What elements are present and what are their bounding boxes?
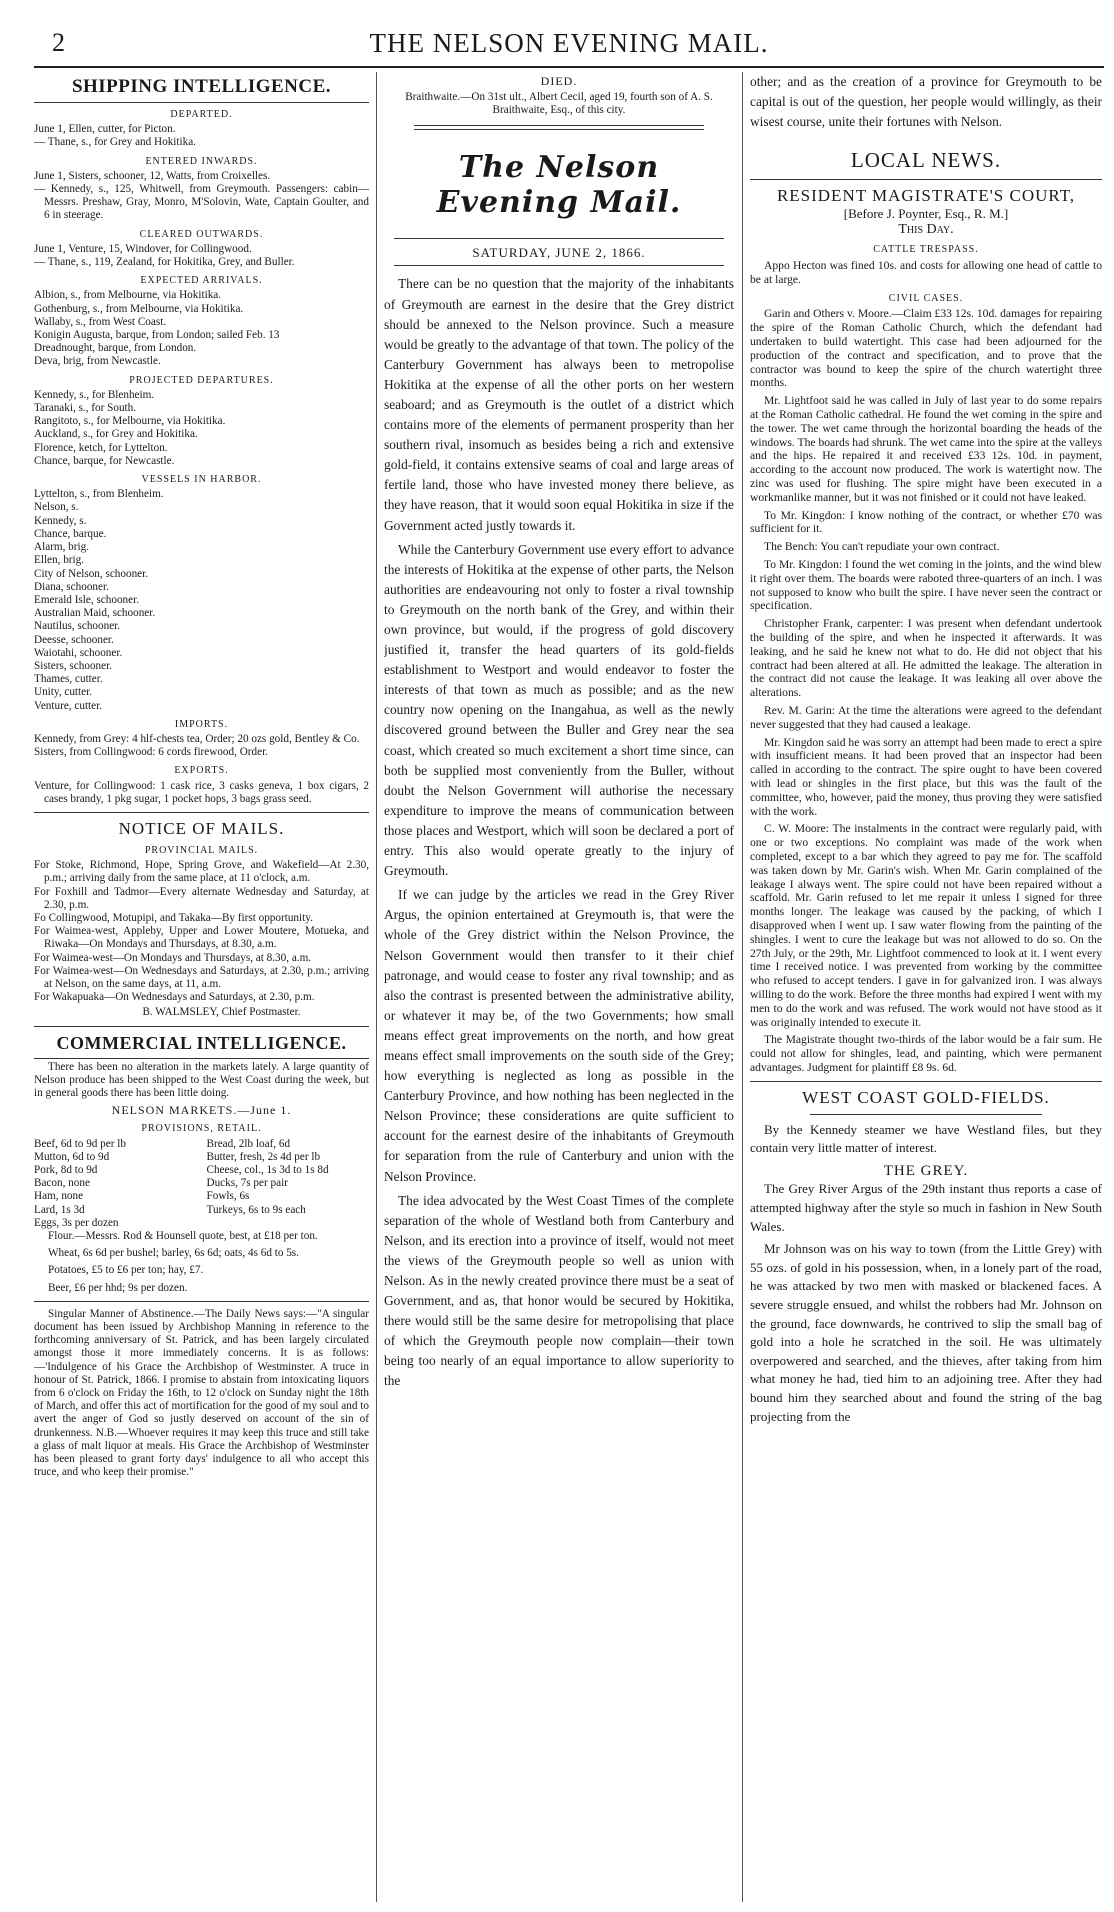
court-day: This Day. [898,222,954,238]
shipping-line: Diana, schooner. [34,580,109,593]
editorial-paragraph: The idea advocated by the West Coast Times of the complete separation of the whole of Westland both from Canterbury and Nelson, and its erection into a province of itself, would not meet the views of the Greymouth people so well as union with Nelson. As in the newly created province there must be a seat of Government, and as, that honor would be secured by Hokitika, there would still be the same desire for metropolising that place of which the Greymouth people now complain—their town being too nearly of an equal importance to allow superiority to the [384,1192,734,1389]
court-before: [Before J. Poynter, Esq., R. M.] [843,206,1009,222]
goldfields-heading: WEST COAST GOLD-FIELDS. [802,1087,1050,1107]
masthead [34,22,1104,68]
court-paragraph: The Magistrate thought two-thirds of the labor would be a fair sum. He could not allow for shingles, lead, and painting, which were permanent advantages. Judgment for plaintiff £8 9s. 6d. [750,1033,1102,1074]
shipping-heading: SHIPPING INTELLIGENCE. [34,76,369,103]
court-paragraph: Garin and Others v. Moore.—Claim £33 12s. 10d. damages for repairing the spire of the Roman Catholic Church, which the defendant had undertaken to build watertight. This case had been adjourned for the production of the contract and specification, and to prove that the contractor was bound to keep the spire of the church watertight three months. [750,307,1102,390]
provisions-right [207,1138,370,1230]
shipping-line: — Kennedy, s., 125, Whitwell, from Greymouth. Passengers: cabin—Messrs. Preshaw, Gray, Monro, M'Solovin, Wate, Captain Goulter, and 6 in steerage. [34,183,369,222]
price-item: Ham, none [34,1190,84,1203]
mail-item: For Stoke, Richmond, Hope, Spring Grove, and Wakefield—At 2.30, p.m.; arriving daily from the same place, at 11 o'clock, a.m. [34,859,369,885]
section-rule [750,1081,1102,1082]
shipping-line: Chance, barque. [34,527,107,540]
court-paragraph: C. W. Moore: The instalments in the contract were regularly paid, with one or two exceptions. No complaint was made of the work when completed, except to a bar which they agreed to pay me for. The scaffold was taken down by Mr. Garin's wish. When Mr. Garin complained of the leakage I always went. The spire could not have been repaired without a scaffold. Mr. Garin refused to let me repair it unless I signed for three months longer. The leakage was caused by the packing, of which I disapproved when I went up. I saw water flowing from the painting of the shingles. I went to cure the leakage but was not allowed to do so. On the 27th July, or the 29th, Mr. Lightfoot commenced to look at it. I went every time I received notice. I was prevented from working by the committee who refused to accept tenders. I gave in for galvanized iron. I was always willing to do the work. Before the three months had expired I went with my men to do the work and was refused. The work would not have stood as it was originally intended to execute it. [750,822,1102,1029]
shipping-line: Sisters, schooner. [34,659,112,672]
court-heading: RESIDENT MAGISTRATE'S COURT, [776,186,1076,206]
shipping-line: Deesse, schooner. [34,633,114,646]
shipping-line: Nautilus, schooner. [34,620,121,633]
editorial-paragraph: There can be no question that the majority of the inhabitants of Greymouth are earnest in the desire that the Grey district should be annexed to the Nelson province. Such a measure would be greatly to the advantage of that town. The policy of the Canterbury Government has always been to metropolise Hokitika at the expense of all the other ports on her western seaboard; and as Greymouth is the outlet of a district which contains more of the elements of permanent prosperity than her southern rival, insomuch as besides being a rich and extensive gold-field, it contains extensive seams of coal and large areas of fertile land, those who have invested money there believe, as they have reason, that it would soon equal Hokitika in size if the Government acted justly towards it. [384,276,734,533]
commercial-heading: COMMERCIAL INTELLIGENCE. [34,1033,369,1059]
section-rule [34,1301,369,1302]
provisions-left [34,1138,197,1230]
trespass-heading: CATTLE TRESPASS. [873,244,979,256]
price-item: Mutton, 6d to 9d [34,1150,110,1163]
market-note: Beer, £6 per hhd; 9s per dozen. [48,1281,188,1294]
price-item: Pork, 8d to 9d [34,1164,98,1177]
page-number: 2 [52,28,65,57]
shipping-line: City of Nelson, schooner. [34,567,149,580]
local-news-heading: LOCAL NEWS. [750,140,1102,180]
mail-item: For Waimea-west, Appleby, Upper and Lower Moutere, Motueka, and Riwaka—On Mondays and Thursdays, at 8.30, a.m. [34,925,369,951]
price-item: Bacon, none [34,1177,90,1190]
price-item: Ducks, 7s per pair [206,1177,288,1190]
column-left [34,72,369,1902]
mail-item: Fo Collingwood, Motupipi, and Takaka—By first opportunity. [34,911,313,924]
departed-heading: DEPARTED. [170,109,233,120]
shipping-line: Albion, s., from Melbourne, via Hokitika. [34,289,222,302]
shipping-section [34,108,369,806]
mail-item: For Waimea-west—On Wednesdays and Saturdays, at 2.30, p.m.; arriving at Nelson, on the same days, at 11, a.m. [34,964,369,990]
editorial-paragraph: If we can judge by the articles we read in the Grey River Argus, the opinion entertained at Greymouth is, that were the whole of the Grey district within the Nelson Province, the Nelson Government would then transfer to it their chief patronage, and would cease to foster any rival township; and as also the contrast is presented between the administrative ability, or whatever it may be, of the two Governments; how small means effect great improvements on the north, and how great means effect small improvements on the south side of the Grey; how everything is neglected as long as possible in the Canterbury Province, and how nothing has been neglected in the Nelson Province; these considerations are quite sufficient to account for the earnest desire of the inhabitants of Greymouth for separation from the rule of Canterbury and union with the Nelson Province. [384,887,734,1184]
price-item: Beef, 6d to 9d per lb [34,1137,126,1150]
price-item: Fowls, 6s [206,1190,250,1203]
shipping-line: Gothenburg, s., from Melbourne, via Hokitika. [34,302,244,315]
civil-heading: CIVIL CASES. [888,292,964,304]
editorial [384,274,734,1391]
shipping-line: Dreadnought, barque, from London. [34,342,197,355]
mail-item: For Wakapuaka—On Wednesdays and Saturdays, at 2.30, p.m. [34,991,315,1004]
abstinence-article: Singular Manner of Abstinence.—The Daily News says:—"A singular document has been issued by Archbishop Manning in reference to the forthcoming anniversary of St. Patrick, and has been largely circulated amongst those it more immediately concerns. It is as follows:—'Indulgence of his Grace the Archbishop of Westminster. A truce in honour of St. Patrick, 1866. I promise to abstain from intoxicating liquors from 6 o'clock on Friday the 16th, to 12 o'clock on Sunday night the 18th of March, and offer this act of mortification for the good of my soul and to avert the anger of God so justly deserved on account of the sin of drunkenness. N.B.—Whoever requires it may keep this truce and still take a glass of malt liquor at meals. His Grace the Archbishop of Westminster has been pleased to grant forty days' indulgence to all who accept this truce, and who keep their promise." [34,1307,369,1479]
court-paragraph: Appo Hecton was fined 10s. and costs for allowing one head of cattle to be at large. [750,259,1102,286]
shipping-line: Ellen, brig. [34,554,85,567]
shipping-line: Wallaby, s., from West Coast. [34,315,167,328]
section-rule [34,812,369,813]
shipping-line: Venture, for Collingwood: 1 cask rice, 3 casks geneva, 1 box cigars, 2 cases brandy, 1 pkg sugar, 1 pocket hops, 3 bags grass seed. [34,779,369,805]
died-heading: DIED. [540,74,578,88]
shipping-line: Thames, cutter. [34,673,103,686]
column-rule [376,72,377,1902]
goldfields-paragraph: By the Kennedy steamer we have Westland files, but they contain very little matter of interest. [750,1121,1102,1156]
shipping-line: Emerald Isle, schooner. [34,593,140,606]
commercial-section [34,1061,369,1295]
price-item: Eggs, 3s per dozen [34,1216,119,1229]
court-report [750,243,1102,1074]
double-rule [414,125,704,130]
shipping-line: June 1, Venture, 15, Windover, for Collingwood. [34,242,252,255]
postmaster-signature: B. WALMSLEY, Chief Postmaster. [142,1006,301,1019]
court-paragraph: To Mr. Kingdon: I know nothing of the contract, or whether £70 was sufficient for it. [750,508,1102,536]
shipping-line: Florence, ketch, for Lyttelton. [34,441,168,454]
section-rule [394,265,724,266]
court-paragraph: Rev. M. Garin: At the time the alterations were agreed to the defendant never suggested that they had caused a leakage. [750,703,1102,731]
shipping-line: — Thane, s., 119, Zealand, for Hokitika, Grey, and Buller. [34,256,295,269]
court-paragraph: Mr. Kingdon said he was sorry an attempt had been made to erect a spire with insufficient means. It had been proved that an inspector had been called in according to the contract. The spire ought to have been covered with lead or shingles in the first place, but this was the fault of the committee, who, however, paid the money, thus proving they were satisfied with the work. [750,735,1102,818]
shipping-line: Waiotahi, schooner. [34,646,123,659]
goldfields-paragraph: The Grey River Argus of the 29th instant thus reports a case of attempted highway after the style so much in fashion in New South Wales. [750,1181,1102,1234]
outwards-heading: CLEARED OUTWARDS. [139,228,264,240]
shipping-line: Rangitoto, s., for Melbourne, via Hokitika. [34,415,226,428]
court-paragraph: The Bench: You can't repudiate your own contract. [764,540,1000,554]
shipping-line: Kennedy, s. [34,514,87,527]
commercial-intro: There has been no alteration in the markets lately. A large quantity of Nelson produce has been shipped to the West Coast during the week, but in general goods there has been little doing. [34,1060,369,1099]
provisions-table [34,1138,369,1230]
court-paragraph: Mr. Lightfoot said he was called in July of last year to do some repairs at the Roman Catholic cathedral. He found the wet coming in the spire and the tower. The wet came through the horizontal boarding the heads of the windows. The boards had shrunk. The wet came into the spire at the valleys and the hips. He repaired it and received £33 12s. 10d. in payment, according to the account now produced. The work is watertight now. The zinc was used for flushing. The spire might have been executed in a workmanlike manner, but it was not finished or it could not have leaked. [750,394,1102,504]
court-paragraph: Christopher Frank, carpenter: I was present when defendant undertook the building of the spire, and when he inspected it afterwards. It was leaking, and he said he knew not what to do. He did not object that his contract had been altered at all. He admitted the leakage. The alteration in the contract did not cause the leakage. It was leaking all over above the alterations. [750,617,1102,700]
paper-nameplate: The Nelson Evening Mail. [436,150,682,221]
market-note: Wheat, 6s 6d per bushel; barley, 6s 6d; oats, 4s 6d to 5s. [48,1247,299,1260]
shipping-line: Venture, cutter. [34,699,103,712]
shipping-line: Auckland, s., for Grey and Hokitika. [34,428,198,441]
court-paragraph: To Mr. Kingdon: I found the wet coming in the joints, and the wind blew it right over them. The boards were raboted three-quarters of an inch. I was not supposed to know who built the spire. I have never seen the contract or specification. [750,558,1102,613]
market-note: Flour.—Messrs. Rod & Hounsell quote, best, at £18 per ton. [48,1230,318,1243]
price-item: Bread, 2lb loaf, 6d [206,1137,291,1150]
mail-item: For Waimea-west—On Mondays and Thursdays, at 8.30, a.m. [34,951,312,964]
price-item: Lard, 1s 3d [34,1203,85,1216]
shipping-line: Kennedy, s., for Blenheim. [34,388,155,401]
inwards-heading: ENTERED INWARDS. [145,155,258,167]
section-rule [394,238,724,239]
shipping-line: Chance, barque, for Newcastle. [34,454,175,467]
harbor-heading: VESSELS IN HARBOR. [141,474,262,486]
shipping-line: June 1, Sisters, schooner, 12, Watts, from Croixelles. [34,169,271,182]
shipping-line: Unity, cutter. [34,686,92,699]
shipping-line: Alarm, brig. [34,541,89,554]
mails-section [34,844,369,1020]
shipping-line: Taranaki, s., for South. [34,402,137,415]
mails-heading: NOTICE OF MAILS. [118,818,285,838]
shipping-line: Konigin Augusta, barque, from London; sailed Feb. 13 [34,329,280,342]
price-item: Cheese, col., 1s 3d to 1s 8d [206,1164,329,1177]
shipping-line: Sisters, from Collingwood: 6 cords firewood, Order. [34,746,268,759]
section-rule [810,1114,1042,1115]
shipping-line: Nelson, s. [34,501,79,514]
shipping-line: Kennedy, from Grey: 4 hlf-chests tea, Order; 20 ozs gold, Bentley & Co. [34,732,360,745]
column-middle [384,72,734,1902]
price-item: Butter, fresh, 2s 4d per lb [206,1150,321,1163]
mail-item: For Foxhill and Tadmor—Every alternate Wednesday and Saturday, at 2.30, p.m. [34,885,369,911]
death-notice: Braithwaite.—On 31st ult., Albert Cecil, aged 19, fourth son of A. S. Braithwaite, Esq., of this city. [405,91,713,117]
expected-heading: EXPECTED ARRIVALS. [140,275,263,287]
column-right [750,72,1102,1902]
dateline: SATURDAY, JUNE 2, 1866. [472,245,646,261]
provincial-mails-heading: PROVINCIAL MAILS. [144,844,259,856]
editorial-continuation: other; and as the creation of a province for Greymouth to be capital is out of the question, her people would willingly, as their wisest course, unite their fortunes with Nelson. [750,74,1102,130]
market-note: Potatoes, £5 to £6 per ton; hay, £7. [48,1264,204,1277]
shipping-line: Australian Maid, schooner. [34,607,156,620]
shipping-line: — Thane, s., for Grey and Hokitika. [34,136,196,149]
imports-heading: IMPORTS. [174,718,229,730]
goldfields-report [750,1121,1102,1427]
goldfields-paragraph: Mr Johnson was on his way to town (from the Little Grey) with 55 ozs. of gold in his possession, when, in a lonely part of the road, he was attacked by two men with masked or blackened faces. A severe struggle ensued, and whilst the robbers had Mr. Johnson on the ground, face downwards, he contrived to slip the small bag of gold into a hole he scratched in the soil. He was ultimately overpowered and searched, and the thieves, after taking from him what money he had, tied him to an adjoining tree. After they had bound him they searched about and found the string of the bag projecting from the [750,1241,1102,1424]
editorial-paragraph: While the Canterbury Government use every effort to advance the interests of Hokitika at the expense of other parts, the Nelson authorities are endeavouring not only to foster a rival township to Greymouth on the north bank of the Grey, and within their own province, but would, if the progress of gold discovery justified it, transfer the head quarters of its gold-fields establishment to Westport and would endeavor to foster the interests of that town as much as possible; and as the new country now opening on the Inangahua, as well as the newly discovered ground between the Buller and Grey near the sea coast, which created so much excitement a short time since, can both be supplied most conveniently from the Buller, without doubt the Nelson Government will authorise the necessary expenditure to improve the means of communication between those places and Westport, which will soon be declared a port of entry. This also would operate greatly to the injury of Greymouth. [384,541,734,879]
shipping-line: June 1, Ellen, cutter, for Picton. [34,123,176,136]
shipping-line: Deva, brig, from Newcastle. [34,355,161,368]
section-rule [34,1026,369,1027]
price-item: Turkeys, 6s to 9s each [206,1203,306,1216]
markets-heading: NELSON MARKETS.—June 1. [111,1103,292,1118]
projected-heading: PROJECTED DEPARTURES. [129,374,274,386]
provisions-heading: PROVISIONS, RETAIL. [141,1123,262,1135]
grey-heading: THE GREY. [883,1162,969,1179]
newspaper-title: THE NELSON EVENING MAIL. [369,28,769,58]
shipping-line: Lyttelton, s., from Blenheim. [34,488,164,501]
column-rule [742,72,743,1902]
exports-heading: EXPORTS. [174,765,229,777]
